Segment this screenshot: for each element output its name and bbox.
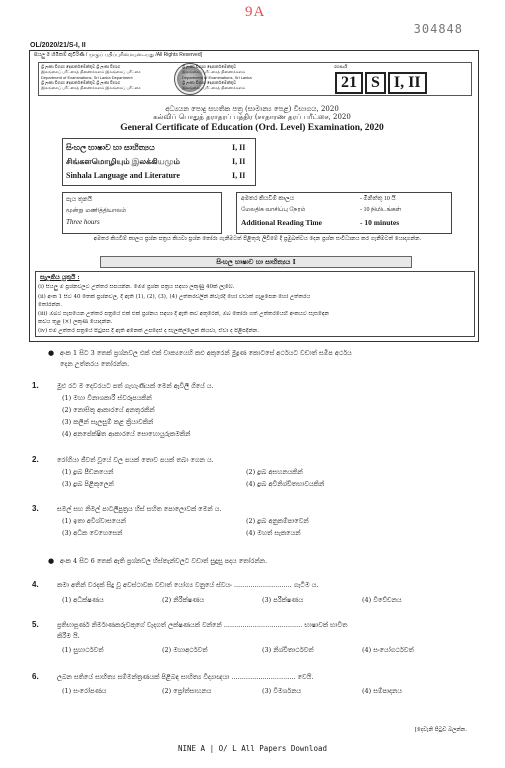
option: (1) දුඃඛ පීඩනයෙන්	[62, 468, 114, 476]
exam-title-english: General Certificate of Education (Ord. Level) Examination, 2020	[120, 123, 384, 133]
option: (2) නිරීක්ෂණය	[162, 596, 205, 604]
dept-line: இலங்கைப் பரீட்சைத் திணைக்களம் இலங்கைப் பரீட்சை	[41, 85, 141, 90]
subject-name-tamil: சிங்களமொழியும் இலக்கியமும்	[66, 157, 180, 166]
department-lines-mid	[182, 64, 327, 91]
dept-line: இலங்கைப் பரீட்சைத் திணைக்களம்	[182, 85, 246, 90]
question-number: 2.	[32, 455, 39, 464]
dept-line: ශ්‍රී ලංකා විභාග දෙපාර්තමේන්තුව	[182, 64, 237, 69]
confidential-label: රහස්‍යයි	[334, 64, 348, 69]
option: (3) අධික වෙහෙසෙන්	[62, 529, 123, 537]
option: (2) නොසිතූ ආකාරයේ අනතුරකින්	[62, 406, 155, 414]
dept-line: ශ්‍රී ලංකා විභාග දෙපාර්තමේන්තුව ශ්‍රී ලංකා විභාග	[41, 64, 121, 69]
option: (2) දුඃඛ අනුකම්පාවෙන්	[246, 517, 309, 525]
serial-number: 304848	[413, 22, 463, 36]
option: (3) නිශ්චිතාර්ථවත්	[262, 646, 314, 654]
option: (3) දුඃඛ පිළිකුලෙන්	[62, 480, 114, 488]
option: (4) සංයෝගර්ථවත්	[362, 646, 414, 654]
subject-code: I, II	[232, 157, 246, 166]
dept-line: Department of Examinations, Sri Lanka	[182, 75, 252, 80]
option: (3) විමර්ශනය	[262, 687, 302, 695]
dept-line: ශ්‍රී ලංකා විභාග දෙපාර්තමේන්තුව	[182, 80, 237, 85]
option: (1) අධීක්ෂණය	[62, 596, 104, 604]
option: (1) සංරෝපණය	[62, 687, 107, 695]
option: (1) මහා විනාශකාරී ස්වරූපයකින්	[62, 394, 152, 402]
paper-code: OL/2020/21/S-I, II	[30, 42, 86, 49]
question-text: කමා අතින් වරදක් සිදු වූ අවස්ථාවක වඩාත් යෝග්‍ය වනුයේ ස්වයං ............................ ගැටීම ය.	[57, 581, 319, 589]
code-box-parts: I, II	[388, 72, 427, 94]
option: (4) මහත් සැකයෙන්	[246, 529, 301, 537]
note-item: (i) සියලු ම ප්‍රශ්නවලට උත්තර සපයන්න. මෙම ප්‍රශ්න පත්‍රය සඳහා ලකුණු 40ක් ලැබේ.	[38, 284, 235, 290]
reading-value-tamil: - 10 நிமிடங்கள்	[360, 207, 402, 213]
code-box-letter: S	[365, 72, 386, 94]
stamp-label: 9A	[245, 4, 266, 20]
option: (2) දුඃඛ අසහනයකින්	[246, 468, 303, 476]
question-text-cont: කිරීම යි.	[57, 632, 80, 640]
option: (3) කලින් සැලසුම් කළ ක්‍රියාවකින්	[62, 418, 154, 426]
subject-code: I, II	[232, 171, 246, 180]
option: (4) අනපේක්ෂිත ආකාරයේ සොහොයුරුකමකින්	[62, 430, 191, 438]
exam-title-sinhala: අධ්‍යයන පොදු සහතික පත්‍ර (සාමාන්‍ය පෙළ) විභාගය, 2020	[165, 105, 339, 113]
option: (2) මහාඅර්ථවත්	[162, 646, 208, 654]
option: (4) සම්පාදනය	[362, 687, 402, 695]
option: (3) පරීක්ෂණය	[262, 596, 304, 604]
duration-english: Three hours	[66, 218, 100, 226]
reading-time-instruction: අමතර කියවීම් කාලය ප්‍රශ්න පත්‍රය කියවා ප්‍රශ්න තෝරා ගැනීමටත් පිළිතුරු ලිවීමේ දී ප්‍රමුඛත්වය දෙන ප්‍රශ්න සංවිධානය කර ගැනීමටත් යොදාගන්න.	[93, 236, 422, 242]
dept-line: ශ්‍රී ලංකා විභාග දෙපාර්තමේන්තුව ශ්‍රී ලංකා විභාග	[41, 80, 121, 85]
note-item: (ii) අංක 1 සිට 40 තෙක් ප්‍රශ්නවල, දී ඇති (1), (2), (3), (4) උත්තරවලින් නිවැරදි හෝ වඩාත් ගැළපෙන හෝ උත්තරය	[38, 294, 311, 300]
notes-heading: සැලකිය යුතුයි :	[40, 274, 80, 281]
dept-line: Department of Examinations, Sri Lanka Department	[41, 75, 133, 80]
subject-name-english: Sinhala Language and Literature	[66, 171, 180, 180]
section-instruction: අංක 1 සිට 3 තෙක් ප්‍රශ්නවල එක් එක් වාක්‍යයෙහි කළු අකුරෙන් මුද්‍රණ කොටසේ අර්ථයට වඩාත් සමීප අර්ථය	[60, 349, 352, 357]
question-text: රෝගියා ජීවත් වූයේ වල පයක් තොව පයක් තබා ගෙන ය.	[57, 456, 214, 464]
question-number: 1.	[32, 381, 39, 390]
question-text: ප්‍රතිභාපූර්ණ නිර්මාණකරුවකුගේ වැදගත් ලක්ෂණයක් වන්නේ ...................................... භාෂාවක් භාවිත	[57, 621, 348, 629]
subject-code-boxes	[335, 72, 450, 94]
duration-sinhala: පැය තුනයි	[66, 196, 93, 203]
reading-label-sinhala: අමතර කියවීම් කාලය	[241, 196, 295, 202]
exam-title-tamil: கல்விப் பொதுத் தராதரப் பத்திர (சாதாரண தரப் பரீட்சை, 2020	[153, 113, 351, 121]
department-lines-left	[41, 64, 181, 91]
option: (2) ප්‍රෝත්සාහනය	[162, 687, 212, 695]
question-text: මුළු රට ම දෙවරයට පත් ගැහැණියක් මෙන් ඇවිලී ගියේ ය.	[57, 382, 214, 390]
section-instruction-cont: දෙන උත්තරය තෝරන්න.	[60, 360, 130, 368]
note-item: කවය තුළ (×) ලකුණ යොදන්න.	[38, 319, 113, 325]
question-number: 6.	[32, 672, 39, 681]
reading-label-english: Additional Reading Time	[241, 218, 322, 227]
option: (4) දුඃඛ අවිනිශ්චිතභාවයකින්	[246, 480, 325, 488]
reading-value-english: - 10 minutes	[360, 218, 400, 227]
part-title: සිංහල භාෂාව හා සාහිත්‍යය I	[100, 256, 412, 268]
question-text: ලබන සතියේ සාහිත්‍ය සම්මන්ත්‍රණයක් පිළිබඳ සාහිත්‍ය විද්‍යාඥයා ............................... වෙයි.	[57, 673, 314, 681]
option: (4) විවේචනය	[362, 596, 402, 604]
turn-page-note: [දෙවැනි පිටුව බලන්න.	[414, 727, 467, 733]
option: (1) ඉතා අවිශ්වාසයෙන්	[62, 517, 127, 525]
bullet-icon: ●	[48, 349, 55, 357]
code-box-number: 21	[335, 72, 363, 94]
subject-name-sinhala: සිංහල භාෂාව හා සාහිත්‍යය	[66, 143, 155, 152]
bullet-icon: ●	[48, 557, 55, 565]
note-item: (iii) ඔබට සැපයෙන උත්තර පත්‍රයේ එක් එක් ප්‍රශ්නය සඳහා දී ඇති කව අතුරෙන්, ඔබ තෝරා ගත් උත්තරයෙහි අංකයට සැසඳෙන	[38, 311, 329, 317]
subject-code: I, II	[232, 143, 246, 152]
option: (1) සුහාර්ථවත්	[62, 646, 104, 654]
note-item: තෝරන්න.	[38, 302, 63, 308]
section-instruction: අංක 4 සිට 6 තෙක් ඇති ප්‍රශ්නවල හිස්තැන්වලට වඩාත් සුදුසු පදය තෝරන්න.	[60, 557, 268, 565]
question-number: 4.	[32, 580, 39, 589]
dept-line: இலங்கைப் பரீட்சைத் திணைக்களம் இலங்கைப் பரீட்சை	[41, 69, 141, 74]
footer-text[interactable]: NINE A | O/ L All Papers Download	[177, 744, 327, 753]
rights-text: සියලු ම හිමිකම් ඇවිරිණි / முழுப் பதிப்புரிமையுடையது /All Rights Reserved]	[34, 52, 203, 58]
reading-label-tamil: மேலதிக வாசிப்பு நேரம்	[241, 207, 306, 213]
duration-tamil: மூன்று மணித்தியாலம்	[66, 207, 127, 214]
dept-line: இலங்கைப் பரீட்சைத் திணைக்களம்	[182, 69, 246, 74]
note-item: (iv) එම උත්තර පත්‍රයේ පිටුපස දී ඇති අනෙක් උපදෙස් ද සැලකිල්ලෙන් කියවා, ඒවා ද පිළිපදින්න.	[38, 328, 260, 334]
question-number: 5.	[32, 620, 39, 629]
question-number: 3.	[32, 504, 39, 513]
question-text: සමල් සහ නිමල් පාටලීපුත්‍රය හිස් සහිත පොලොවක් මෙන් ය.	[57, 505, 222, 513]
reading-value-sinhala: - මිනිත්තු 10 යි	[360, 196, 396, 202]
